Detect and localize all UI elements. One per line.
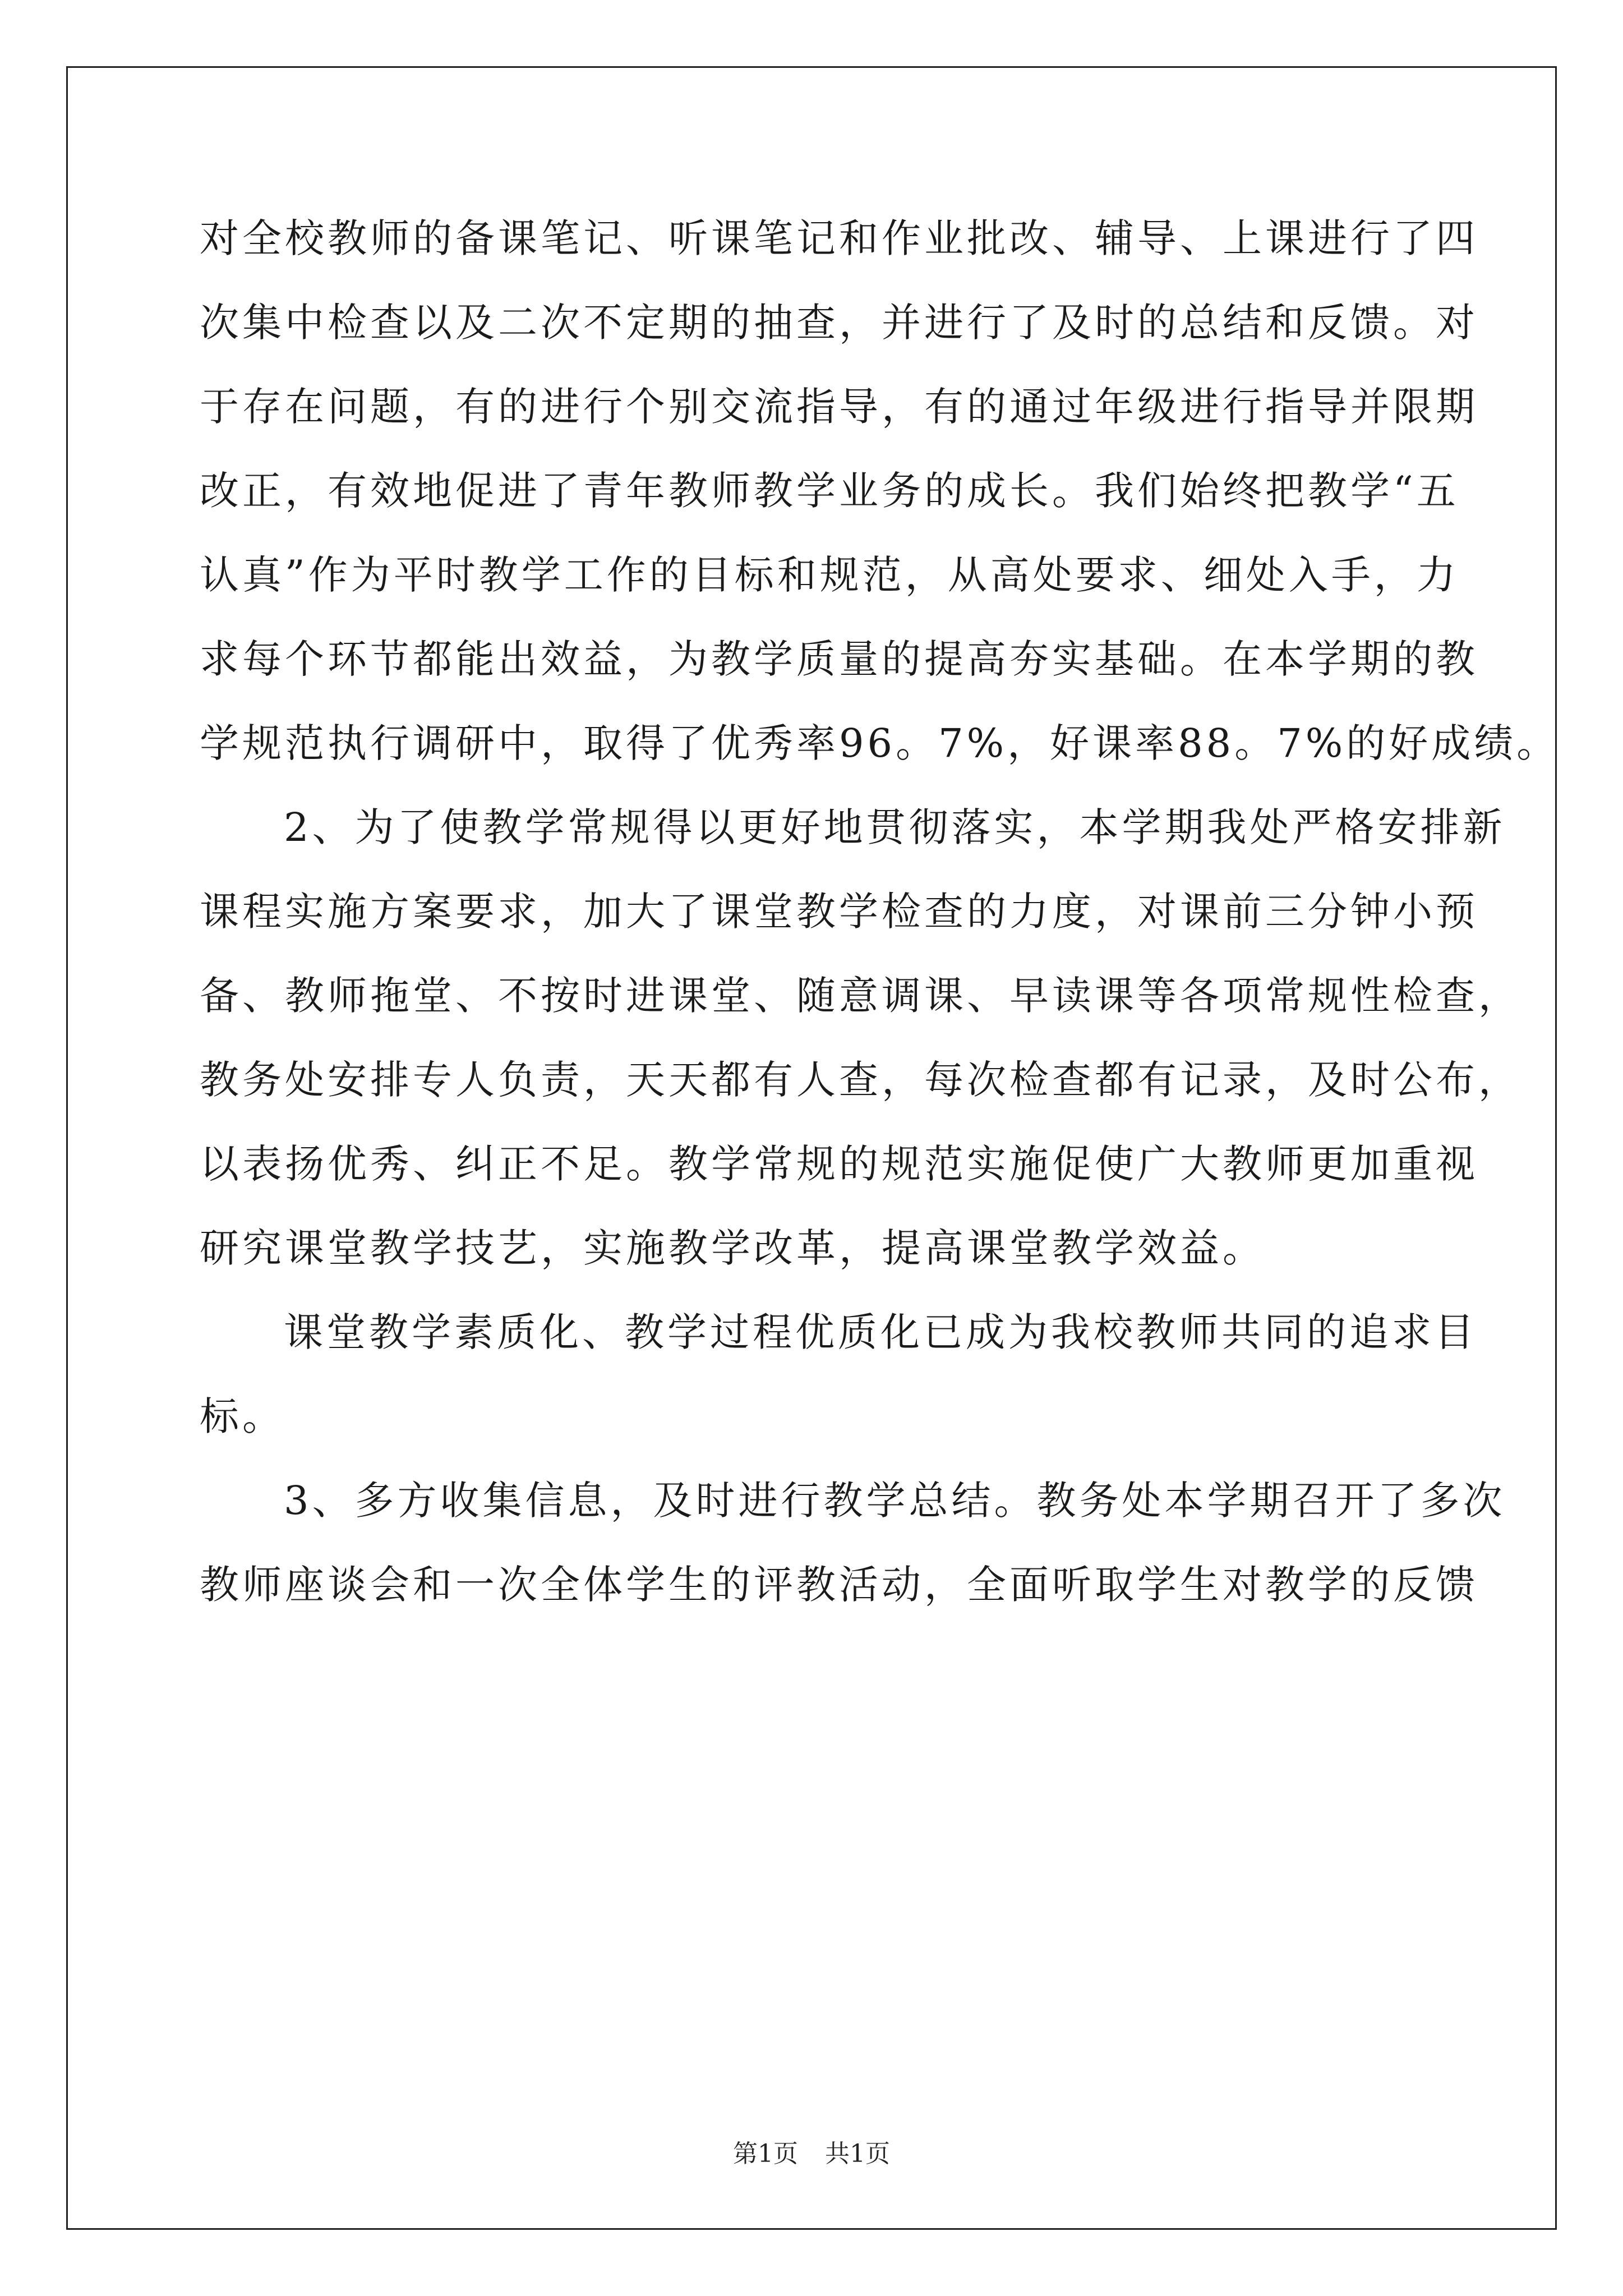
text-line: 备、教师拖堂、不按时进课堂、随意调课、早读课等各项常规性检查，: [200, 973, 1521, 1019]
text-line: 对全校教师的备课笔记、听课笔记和作业批改、辅导、上课进行了四: [200, 215, 1478, 261]
paragraph-start-line: 课堂教学素质化、教学过程优质化已成为我校教师共同的追求目: [284, 1309, 1477, 1355]
text-line: 标。: [200, 1393, 285, 1439]
page-total: 共1页: [825, 2139, 890, 2168]
text-line: 以表扬优秀、纠正不足。教学常规的规范实施促使广大教师更加重视: [200, 1141, 1478, 1187]
page-footer: [0, 2137, 1623, 2171]
text-line: 认真”作为平时教学工作的目标和规范，从高处要求、细处入手，力: [200, 552, 1459, 598]
page-number: 第1页: [733, 2139, 798, 2168]
text-line: 课程实施方案要求，加大了课堂教学检查的力度，对课前三分钟小预: [200, 889, 1478, 935]
text-line: 次集中检查以及二次不定期的抽查，并进行了及时的总结和反馈。对: [200, 300, 1478, 346]
paragraph-start-line: 2、为了使教学常规得以更好地贯彻落实，本学期我处严格安排新: [284, 804, 1506, 850]
paragraph-start-line: 3、多方收集信息，及时进行教学总结。教务处本学期召开了多次: [284, 1478, 1506, 1524]
text-line: 教师座谈会和一次全体学生的评教活动，全面听取学生对教学的反馈: [200, 1562, 1478, 1608]
text-line: 改正，有效地促进了青年教师教学业务的成长。我们始终把教学“五: [200, 468, 1459, 514]
text-line: 学规范执行调研中，取得了优秀率96。7%，好课率88。7%的好成绩。: [200, 720, 1560, 766]
text-line: 教务处安排专人负责，天天都有人查，每次检查都有记录，及时公布，: [200, 1057, 1521, 1103]
text-line: 研究课堂教学技艺，实施教学改革，提高课堂教学效益。: [200, 1225, 1265, 1271]
text-line: 求每个环节都能出效益，为教学质量的提高夯实基础。在本学期的教: [200, 636, 1478, 682]
text-line: 于存在问题，有的进行个别交流指导，有的通过年级进行指导并限期: [200, 384, 1478, 430]
document-body: [200, 196, 1560, 1627]
